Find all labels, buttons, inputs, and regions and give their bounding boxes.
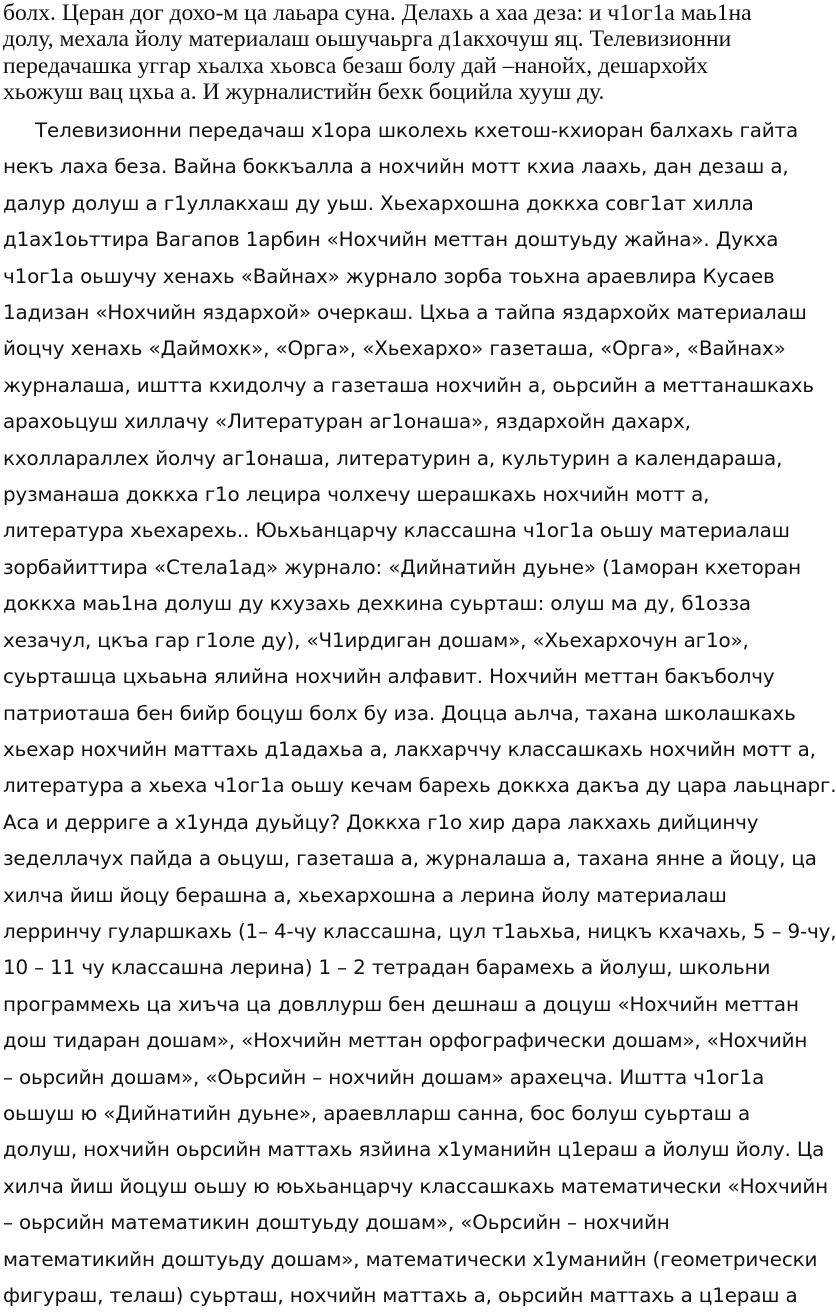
text-line: некъ лаха беза. Вайна боккъалла а нохчийн мотт кхиа лаахь, дан дезаш а, xyxy=(3,155,789,179)
text-line: ч1ог1а оьшучу хенахь «Вайнах» журнало зорба тоьхна араевлира Кусаев xyxy=(3,264,775,288)
text-line: оьшуш ю «Дийнатийн дуьне», араевлларш санна, бос болуш суьрташ а xyxy=(3,1101,751,1125)
text-line: хьехар нохчийн маттахь д1адахьа а, лакхарччу классашкахь нохчийн мотт а, xyxy=(3,737,816,761)
text-line: лерринчу гуларшкахь (1– 4-чу классашна, цул т1аьхьа, ницкъ кхачахь, 5 – 9-чу, xyxy=(3,919,836,943)
text-line: дош тидаран дошам», «Нохчийн меттан орфографически дошам», «Нохчийн xyxy=(3,1029,808,1053)
paragraph-sans xyxy=(3,113,836,1314)
text-line: долу, мехала йолу материалаш оьшучаьрга д1акхочуш яц. Телевизионни xyxy=(3,26,732,53)
text-line: зеделлачух пайда а оьцуш, газеташа а, журналаша а, тахана янне а йоцу, ца xyxy=(3,847,817,871)
paragraph-serif xyxy=(3,0,813,106)
text-line: хилча йиш йоцу берашна а, хьехархошна а лерина йолу материалаш xyxy=(3,883,727,907)
text-line: 1адизан «Нохчийн яздархой» очеркаш. Цхьа а тайпа яздархойх материалаш xyxy=(3,301,807,325)
text-line: долуш, нохчийн оьрсийн маттахь язйина х1уманийн ц1ераш а йолуш йолу. Ца xyxy=(3,1138,825,1162)
text-line: – оьрсийн математикин доштуьду дошам», «Оьрсийн – нохчийн xyxy=(3,1211,670,1235)
text-line: программехь ца хиъча ца довллурш бен дешнаш а доцуш «Нохчийн меттан xyxy=(3,992,799,1016)
text-line: суьрташца цхьаьна ялийна нохчийн алфавит. Нохчийн меттан бакъболчу xyxy=(3,665,775,689)
text-line: хилча йиш йоцуш оьшу ю юьхьанцарчу классашкахь математически «Нохчийн xyxy=(3,1174,829,1198)
text-line: зорбайиттира «Стела1ад» журнало: «Дийнатийн дуьне» (1аморан кхеторан xyxy=(3,555,802,579)
text-line: хезачул, цкъа гар г1оле ду), «Ч1ирдиган дошам», «Хьехархочун аг1о», xyxy=(3,628,749,652)
text-line: литература хьехарехь.. Юьхьанцарчу классашна ч1ог1а оьшу материалаш xyxy=(3,519,790,543)
text-line: хьожуш вац цхьа а. И журналистийн бехк боцийла хууш ду. xyxy=(3,79,605,106)
text-line: 10 – 11 чу классашна лерина) 1 – 2 тетрадан барамехь а йолуш, школьни xyxy=(3,956,771,980)
text-line: доккха маь1на долуш ду кхузахь дехкина суьрташ: олуш ма ду, б1озза xyxy=(3,592,751,616)
text-line: рузманаша доккха г1о лецира чолхечу шерашкахь нохчийн мотт а, xyxy=(3,483,710,507)
text-line: – оьрсийн дошам», «Оьрсийн – нохчийн дошам» арахецча. Иштта ч1ог1а xyxy=(3,1065,765,1089)
text-line: фигураш, телаш) суьрташ, нохчийн маттахь а, оьрсийн маттахь а ц1ераш а xyxy=(3,1284,798,1307)
text-line: передачашка уггар хьалха хьовса безаш болу дай –нанойх, дешархойх xyxy=(3,52,709,79)
text-line: Аса и дерриге а х1унда дуьйцу? Доккха г1о хир дара лакхахь дийцинчу xyxy=(3,810,759,834)
text-line: математикийн доштуьду дошам», математически х1уманийн (геометрически xyxy=(3,1247,818,1271)
text-line: журналаша, иштта кхидолчу а газеташа нохчийн а, оьрсийн а меттанашкахь xyxy=(3,373,814,397)
text-line: арахоьцуш хиллачу «Литературан аг1онаша», яздархойн дахарх, xyxy=(3,410,691,434)
text-line: патриоташа бен бийр боцуш болх бу иза. Доцца аьлча, тахана школашкахь xyxy=(3,701,796,725)
text-line: далур долуш а г1уллакхаш ду уьш. Хьехархошна доккха совг1ат хилла xyxy=(3,191,754,215)
text-line: йоцчу хенахь «Даймохк», «Орга», «Хьехархо» газеташа, «Орга», «Вайнах» xyxy=(3,337,786,361)
text-line: болх. Церан дог дохо-м ца лаьара суна. Делахь а хаа деза: и ч1ог1а маь1на xyxy=(3,0,752,26)
text-line: Телевизионни передачаш х1ора школехь кхетош-кхиоран балхахь гайта xyxy=(35,119,799,142)
text-line: литература а хьеха ч1ог1а оьшу кечам барехь доккха дакъа ду цара лаьцнарг. xyxy=(3,774,836,798)
text-line: кхоллараллех йолчу аг1онаша, литературин а, культурин а календараша, xyxy=(3,446,783,470)
text-line: д1ах1оьттира Вагапов 1арбин «Нохчийн меттан доштуьду жайна». Дукха xyxy=(3,228,779,252)
